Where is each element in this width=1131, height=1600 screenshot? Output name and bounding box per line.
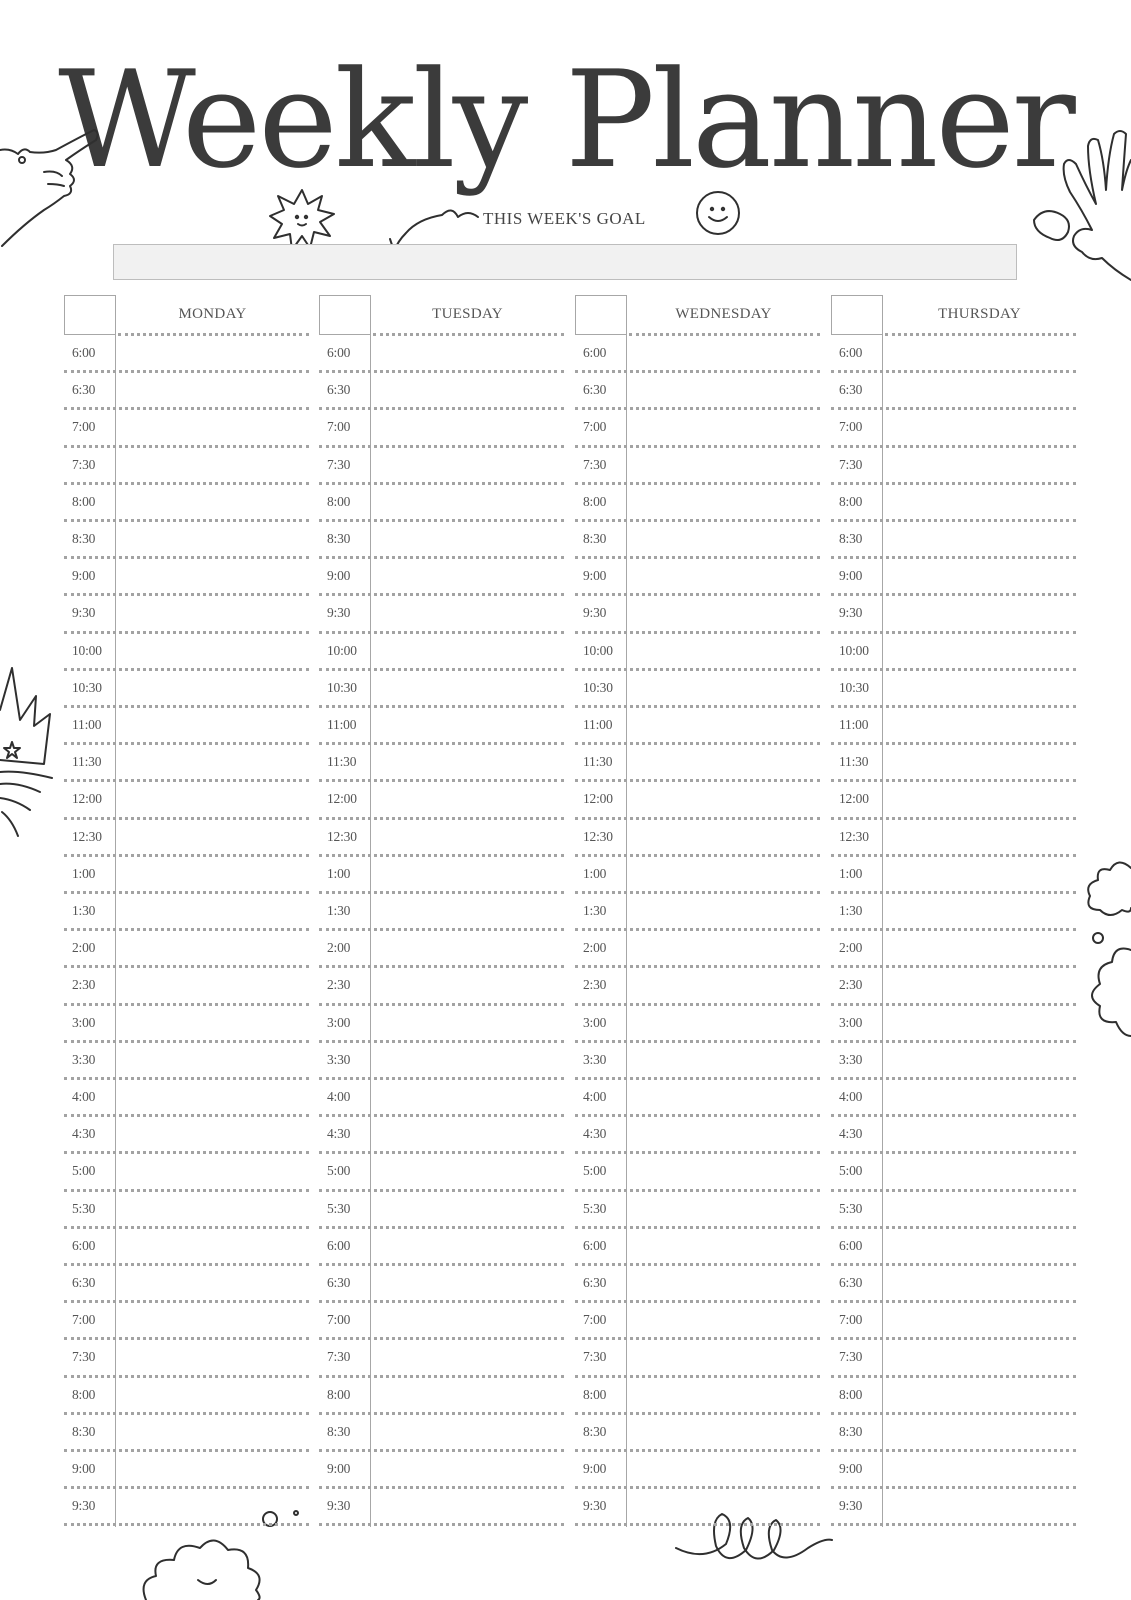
time-label: 5:30 (327, 1200, 351, 1216)
time-slot-row[interactable] (575, 1117, 820, 1154)
goal-input-box[interactable] (113, 244, 1017, 280)
time-label: 10:00 (72, 642, 102, 658)
time-slot-row[interactable] (831, 1303, 1076, 1340)
time-slot-row[interactable] (319, 1266, 564, 1303)
time-label: 9:00 (327, 568, 351, 584)
time-slot-row[interactable] (319, 782, 564, 819)
time-label: 4:30 (583, 1126, 607, 1142)
time-slot-row[interactable] (319, 1378, 564, 1415)
day-checkbox[interactable] (575, 295, 627, 335)
time-label: 8:30 (72, 1423, 96, 1439)
time-label: 7:00 (583, 419, 607, 435)
day-checkbox[interactable] (831, 295, 883, 335)
smiley-face-icon (694, 189, 742, 237)
time-slot-row[interactable] (319, 857, 564, 894)
time-label: 7:30 (839, 1349, 863, 1365)
time-slot-row[interactable] (831, 336, 1076, 373)
time-slot-row[interactable] (64, 1192, 309, 1229)
time-slot-row[interactable] (319, 336, 564, 373)
time-slot-row[interactable] (831, 1266, 1076, 1303)
dotted-rule (831, 1523, 1076, 1526)
time-label: 9:00 (839, 568, 863, 584)
time-label: 7:30 (583, 1349, 607, 1365)
time-label: 9:00 (583, 1461, 607, 1476)
time-slot-row[interactable] (64, 894, 309, 931)
cloud-icon (1078, 860, 1131, 1060)
time-label: 7:30 (839, 456, 863, 472)
time-label: 1:00 (583, 865, 607, 881)
time-label: 9:30 (583, 1498, 607, 1514)
time-label: 6:30 (583, 1275, 607, 1290)
time-slot-row[interactable] (64, 1340, 309, 1377)
time-slot-row[interactable] (575, 596, 820, 633)
time-label: 10:00 (327, 642, 357, 658)
time-label: 8:30 (839, 531, 863, 546)
time-slot-row[interactable] (319, 1229, 564, 1266)
time-label: 5:30 (72, 1200, 96, 1216)
time-label: 9:30 (839, 605, 863, 621)
time-label: 11:30 (327, 754, 357, 770)
time-slot-row[interactable] (831, 671, 1076, 708)
time-slot-row[interactable] (319, 1340, 564, 1377)
time-label: 7:30 (72, 1349, 96, 1365)
time-slot-row[interactable] (64, 1266, 309, 1303)
time-slot-row[interactable] (831, 1415, 1076, 1452)
time-slot-row[interactable] (831, 1117, 1076, 1154)
time-slot-row[interactable] (64, 671, 309, 708)
time-label: 1:30 (72, 903, 96, 918)
time-slot-row[interactable] (575, 336, 820, 373)
time-label: 4:00 (72, 1089, 96, 1104)
time-label: 10:30 (583, 679, 613, 695)
time-slot-row[interactable] (64, 336, 309, 373)
time-label: 3:00 (72, 1014, 96, 1030)
time-label: 1:30 (839, 903, 863, 918)
time-label: 5:00 (583, 1163, 607, 1179)
time-label: 6:00 (839, 1237, 863, 1253)
time-slot-row[interactable] (831, 485, 1076, 522)
time-label: 9:30 (72, 605, 96, 621)
goal-label: THIS WEEK'S GOAL (483, 209, 646, 228)
time-label: 7:00 (72, 1312, 96, 1328)
time-slot-row[interactable] (831, 634, 1076, 671)
sun-face-icon (268, 188, 336, 252)
time-label: 3:30 (327, 1051, 351, 1067)
dotted-rule (319, 1523, 564, 1526)
time-slot-row[interactable] (831, 931, 1076, 968)
time-label: 7:30 (72, 456, 96, 472)
time-slot-row[interactable] (575, 671, 820, 708)
time-label: 6:00 (327, 345, 351, 360)
time-slot-row[interactable] (831, 894, 1076, 931)
time-label: 3:30 (839, 1051, 863, 1067)
time-slot-row[interactable] (575, 782, 820, 819)
time-slot-row[interactable] (831, 559, 1076, 596)
time-label: 6:00 (839, 345, 863, 360)
time-label: 3:30 (583, 1051, 607, 1067)
time-slot-row[interactable] (64, 745, 309, 782)
time-label: 9:00 (327, 1461, 351, 1476)
time-slot-row[interactable] (831, 820, 1076, 857)
time-label: 7:00 (583, 1312, 607, 1328)
time-slot-row[interactable] (64, 1452, 309, 1489)
time-slot-row[interactable] (319, 1452, 564, 1489)
time-label: 7:00 (839, 419, 863, 435)
time-label: 9:00 (72, 568, 96, 584)
time-slot-row[interactable] (319, 373, 564, 410)
time-slot-row[interactable] (575, 373, 820, 410)
time-label: 10:30 (327, 679, 357, 695)
time-slot-row[interactable] (319, 894, 564, 931)
time-label: 2:30 (839, 977, 863, 993)
time-label: 11:00 (839, 717, 869, 732)
time-label: 2:30 (583, 977, 607, 993)
time-slot-row[interactable] (575, 1452, 820, 1489)
time-slot-row[interactable] (64, 1154, 309, 1191)
time-label: 9:00 (72, 1461, 96, 1476)
time-slot-row[interactable] (831, 708, 1076, 745)
time-slot-row[interactable] (575, 1229, 820, 1266)
time-slot-row[interactable] (575, 485, 820, 522)
time-slot-row[interactable] (319, 1303, 564, 1340)
time-label: 3:00 (327, 1014, 351, 1030)
time-label: 9:30 (839, 1498, 863, 1514)
time-slot-row[interactable] (831, 522, 1076, 559)
day-checkbox[interactable] (64, 295, 116, 335)
time-label: 4:00 (327, 1089, 351, 1104)
time-label: 9:30 (327, 1498, 351, 1514)
time-slot-row[interactable] (575, 1303, 820, 1340)
time-slot-row[interactable] (64, 820, 309, 857)
time-label: 4:00 (583, 1089, 607, 1104)
crown-icon (0, 660, 60, 850)
time-label: 10:00 (583, 642, 613, 658)
time-label: 8:00 (72, 1386, 96, 1402)
time-label: 12:00 (327, 791, 357, 807)
time-slot-row[interactable] (575, 1006, 820, 1043)
time-label: 9:30 (72, 1498, 96, 1514)
time-slot-row[interactable] (64, 410, 309, 447)
time-slot-row[interactable] (575, 1266, 820, 1303)
time-label: 8:00 (327, 493, 351, 509)
time-slot-row[interactable] (575, 931, 820, 968)
time-label: 11:00 (72, 717, 102, 732)
time-slot-row[interactable] (64, 522, 309, 559)
time-label: 1:00 (839, 865, 863, 881)
time-label: 9:00 (583, 568, 607, 584)
time-label: 6:30 (839, 1275, 863, 1290)
time-slot-row[interactable] (64, 1080, 309, 1117)
time-slot-row[interactable] (831, 1340, 1076, 1377)
time-label: 6:30 (327, 382, 351, 398)
time-label: 11:30 (839, 754, 869, 770)
time-label: 8:00 (327, 1386, 351, 1402)
time-label: 8:30 (583, 531, 607, 546)
time-slot-row[interactable] (575, 1192, 820, 1229)
time-label: 4:30 (839, 1126, 863, 1142)
time-label: 12:00 (583, 791, 613, 807)
time-label: 7:00 (327, 1312, 351, 1328)
time-label: 11:00 (327, 717, 357, 732)
time-slot-row[interactable] (64, 1043, 309, 1080)
time-slot-row[interactable] (319, 820, 564, 857)
dotted-rule (64, 1523, 309, 1526)
time-slot-row[interactable] (64, 1378, 309, 1415)
day-column-monday (64, 295, 309, 1528)
time-slot-row[interactable] (831, 968, 1076, 1005)
time-label: 8:00 (72, 493, 96, 509)
time-label: 5:00 (839, 1163, 863, 1179)
time-label: 11:30 (583, 754, 613, 770)
day-column-wednesday (575, 295, 820, 1528)
time-label: 6:00 (583, 345, 607, 360)
time-label: 7:30 (583, 456, 607, 472)
page-title: Weekly Planner (58, 42, 1073, 198)
time-label: 5:00 (327, 1163, 351, 1179)
time-slot-row[interactable] (575, 1378, 820, 1415)
time-label: 8:30 (583, 1423, 607, 1439)
time-slot-row[interactable] (319, 559, 564, 596)
time-slot-row[interactable] (831, 1378, 1076, 1415)
time-label: 5:30 (839, 1200, 863, 1216)
time-label: 4:00 (839, 1089, 863, 1104)
time-label: 2:00 (839, 940, 863, 956)
time-slot-row[interactable] (64, 373, 309, 410)
time-slot-row[interactable] (319, 708, 564, 745)
time-slot-row[interactable] (64, 1415, 309, 1452)
time-slot-row[interactable] (831, 1489, 1076, 1526)
time-label: 6:00 (583, 1237, 607, 1253)
time-slot-row[interactable] (831, 745, 1076, 782)
time-label: 8:00 (839, 1386, 863, 1402)
time-label: 6:00 (72, 1237, 96, 1253)
time-label: 12:30 (72, 828, 102, 844)
time-label: 12:00 (72, 791, 102, 807)
time-slot-row[interactable] (831, 1452, 1076, 1489)
time-slot-row[interactable] (64, 1303, 309, 1340)
time-label: 7:00 (72, 419, 96, 435)
time-label: 11:00 (583, 717, 613, 732)
time-label: 9:30 (327, 605, 351, 621)
time-slot-row[interactable] (64, 782, 309, 819)
time-slot-row[interactable] (831, 448, 1076, 485)
cloud-icon (138, 1520, 268, 1600)
time-label: 12:30 (583, 828, 613, 844)
time-label: 9:30 (583, 605, 607, 621)
time-slot-row[interactable] (575, 448, 820, 485)
time-slot-row[interactable] (319, 1080, 564, 1117)
time-slot-row[interactable] (319, 634, 564, 671)
time-slot-row[interactable] (64, 448, 309, 485)
day-label: TUESDAY (432, 306, 503, 322)
time-label: 4:30 (327, 1126, 351, 1142)
time-slot-row[interactable] (319, 745, 564, 782)
time-label: 6:30 (583, 382, 607, 398)
time-label: 2:30 (327, 977, 351, 993)
time-slot-row[interactable] (64, 968, 309, 1005)
time-slot-row[interactable] (64, 1117, 309, 1154)
time-slot-row[interactable] (575, 708, 820, 745)
time-label: 7:30 (327, 1349, 351, 1365)
time-slot-row[interactable] (831, 1006, 1076, 1043)
time-slot-row[interactable] (319, 410, 564, 447)
time-slot-row[interactable] (575, 820, 820, 857)
time-label: 8:00 (583, 1386, 607, 1402)
time-slot-row[interactable] (64, 857, 309, 894)
time-slot-row[interactable] (831, 596, 1076, 633)
time-slot-row[interactable] (831, 1043, 1076, 1080)
time-label: 8:30 (839, 1423, 863, 1439)
time-label: 5:30 (583, 1200, 607, 1216)
time-slot-row[interactable] (64, 634, 309, 671)
time-label: 7:30 (327, 456, 351, 472)
time-slot-row[interactable] (64, 1229, 309, 1266)
time-label: 7:00 (839, 1312, 863, 1328)
time-label: 1:00 (72, 865, 96, 881)
time-label: 12:30 (839, 828, 869, 844)
time-slot-row[interactable] (575, 968, 820, 1005)
time-label: 1:00 (327, 865, 351, 881)
time-label: 8:30 (327, 531, 351, 546)
time-label: 9:00 (839, 1461, 863, 1476)
time-slot-row[interactable] (319, 671, 564, 708)
time-slot-row[interactable] (319, 1192, 564, 1229)
day-column-tuesday (319, 295, 564, 1528)
time-label: 6:30 (72, 1275, 96, 1290)
time-label: 6:30 (327, 1275, 351, 1290)
time-slot-row[interactable] (575, 1043, 820, 1080)
time-label: 12:30 (327, 828, 357, 844)
time-label: 8:00 (839, 493, 863, 509)
time-label: 2:30 (72, 977, 96, 993)
time-slot-row[interactable] (64, 931, 309, 968)
time-slot-row[interactable] (575, 745, 820, 782)
time-label: 10:00 (839, 642, 869, 658)
time-slot-row[interactable] (319, 931, 564, 968)
time-slot-row[interactable] (575, 1489, 820, 1526)
time-label: 3:00 (839, 1014, 863, 1030)
dotted-rule (575, 1523, 820, 1526)
time-slot-row[interactable] (319, 1154, 564, 1191)
time-slot-row[interactable] (319, 1117, 564, 1154)
time-label: 12:00 (839, 791, 869, 807)
time-label: 10:30 (72, 679, 102, 695)
time-slot-row[interactable] (319, 596, 564, 633)
time-label: 8:30 (72, 531, 96, 546)
time-slot-row[interactable] (64, 485, 309, 522)
time-label: 3:30 (72, 1051, 96, 1067)
time-slot-row[interactable] (64, 708, 309, 745)
time-label: 4:30 (72, 1126, 96, 1142)
time-slot-row[interactable] (831, 1229, 1076, 1266)
time-slot-row[interactable] (575, 1080, 820, 1117)
time-slot-row[interactable] (319, 1006, 564, 1043)
time-slot-row[interactable] (575, 1340, 820, 1377)
time-slot-row[interactable] (831, 782, 1076, 819)
time-label: 6:00 (72, 345, 96, 360)
time-slot-row[interactable] (831, 857, 1076, 894)
time-label: 6:30 (839, 382, 863, 398)
time-label: 1:30 (327, 903, 351, 918)
time-slot-row[interactable] (831, 1192, 1076, 1229)
time-slot-row[interactable] (319, 968, 564, 1005)
time-slot-row[interactable] (575, 1154, 820, 1191)
time-slot-row[interactable] (831, 1080, 1076, 1117)
time-label: 2:00 (327, 940, 351, 956)
time-label: 2:00 (583, 940, 607, 956)
time-slot-row[interactable] (64, 1006, 309, 1043)
day-checkbox[interactable] (319, 295, 371, 335)
time-label: 2:00 (72, 940, 96, 956)
time-slot-row[interactable] (575, 894, 820, 931)
waving-hand-icon (1030, 120, 1131, 290)
pointing-hand-icon (0, 120, 110, 260)
time-label: 10:30 (839, 679, 869, 695)
day-column-thursday (831, 295, 1076, 1528)
time-slot-row[interactable] (575, 522, 820, 559)
time-slot-row[interactable] (319, 1415, 564, 1452)
time-slot-row[interactable] (64, 1489, 309, 1526)
time-label: 6:00 (327, 1237, 351, 1253)
time-slot-row[interactable] (831, 410, 1076, 447)
time-label: 6:30 (72, 382, 96, 398)
time-slot-row[interactable] (319, 1043, 564, 1080)
time-label: 8:30 (327, 1423, 351, 1439)
day-label: WEDNESDAY (675, 306, 772, 322)
time-slot-row[interactable] (319, 448, 564, 485)
time-slot-row[interactable] (575, 559, 820, 596)
time-slot-row[interactable] (575, 1415, 820, 1452)
time-slot-row[interactable] (831, 1154, 1076, 1191)
time-label: 8:00 (583, 493, 607, 509)
time-slot-row[interactable] (575, 857, 820, 894)
time-label: 3:00 (583, 1014, 607, 1030)
time-slot-row[interactable] (575, 634, 820, 671)
time-label: 5:00 (72, 1163, 96, 1179)
time-slot-row[interactable] (831, 373, 1076, 410)
time-slot-row[interactable] (64, 596, 309, 633)
day-label: THURSDAY (938, 306, 1021, 322)
time-label: 7:00 (327, 419, 351, 435)
time-slot-row[interactable] (319, 522, 564, 559)
time-slot-row[interactable] (319, 1489, 564, 1526)
time-label: 11:30 (72, 754, 102, 770)
time-slot-row[interactable] (575, 410, 820, 447)
time-slot-row[interactable] (319, 485, 564, 522)
day-label: MONDAY (178, 306, 247, 322)
time-slot-row[interactable] (64, 559, 309, 596)
time-label: 1:30 (583, 903, 607, 918)
